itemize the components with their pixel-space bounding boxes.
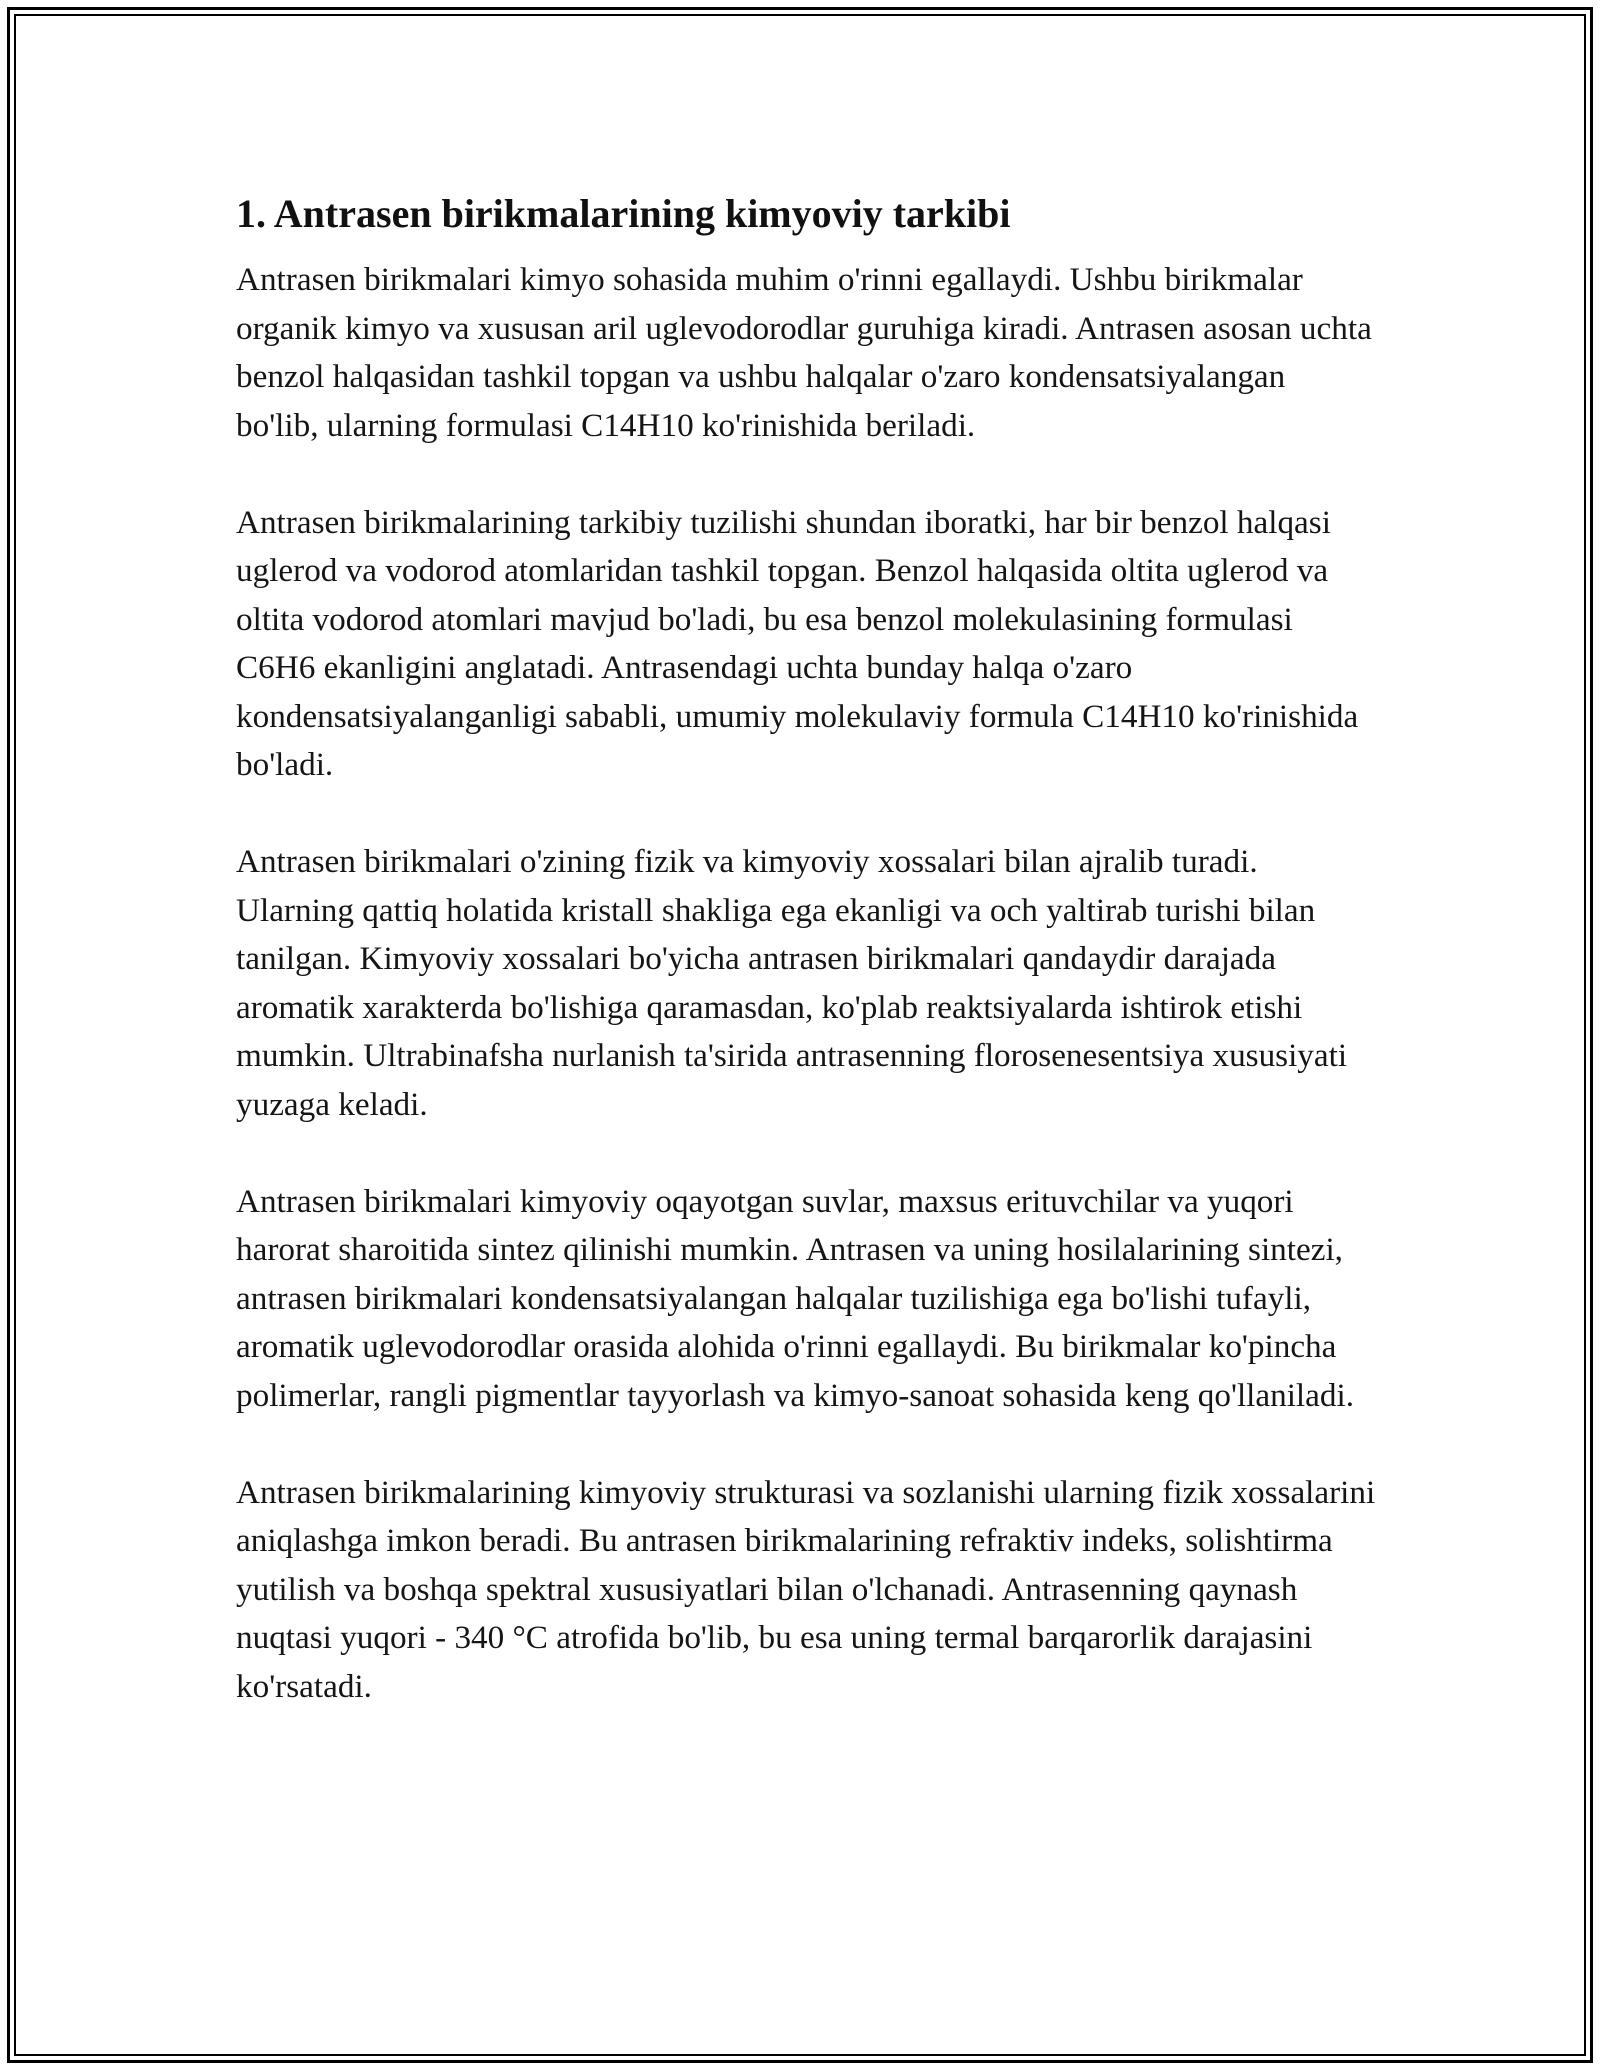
paragraph-3: Antrasen birikmalari o'zining fizik va kimyoviy xossalari bilan ajralib turadi. Ularning qattiq holatida kristall shakliga ega ekanligi va och yaltirab turishi bilan tanilgan. Kimyoviy xossalari bo'yicha antrasen birikmalari qandaydir darajada aromatik xarakterda bo'lishiga qaramasdan, ko'plab reaktsiyalarda ishtirok etishi mumkin. Ultrabinafsha nurlanish ta'sirida antrasenning florosenesentsiya xususiyati yuzaga keladi.: [236, 843, 1348, 1123]
section-heading: 1. Antrasen birikmalarining kimyoviy tarkibi: [236, 191, 1011, 236]
document-body: [236, 188, 1376, 1760]
paragraph-4: Antrasen birikmalari kimyoviy oqayotgan suvlar, maxsus erituvchilar va yuqori harorat sharoitida sintez qilinishi mumkin. Antrasen va uning hosilalarining sintezi, antrasen birikmalari kondensatsiyalangan halqalar tuzilishiga ega bo'lishi tufayli, aromatik uglevodorodlar orasida alohida o'rinni egallaydi. Bu birikmalar ko'pincha polimerlar, rangli pigmentlar tayyorlash va kimyo-sanoat sohasida keng qo'llaniladi.: [236, 1182, 1354, 1414]
paragraph-2: Antrasen birikmalarining tarkibiy tuzilishi shundan iboratki, har bir benzol halqasi uglerod va vodorod atomlaridan tashkil topgan. Benzol halqasida oltita uglerod va oltita vodorod atomlari mavjud bo'ladi, bu esa benzol molekulasining formulasi C6H6 ekanligini anglatadi. Antrasendagi uchta bunday halqa o'zaro kondensatsiyalanganligi sababli, umumiy molekulaviy formula C14H10 ko'rinishida bo'ladi.: [236, 503, 1359, 783]
paragraph-5: Antrasen birikmalarining kimyoviy strukturasi va sozlanishi ularning fizik xossalarini aniqlashga imkon beradi. Bu antrasen birikmalarining refraktiv indeks, solishtirma yutilish va boshqa spektral xususiyatlari bilan o'lchanadi. Antrasenning qaynash nuqtasi yuqori - 340 °C atrofida bo'lib, bu esa uning termal barqarorlik darajasini ko'rsatadi.: [236, 1473, 1376, 1705]
paragraph-1: Antrasen birikmalari kimyo sohasida muhim o'rinni egallaydi. Ushbu birikmalar organik kimyo va xususan aril uglevodorodlar guruhiga kiradi. Antrasen asosan uchta benzol halqasidan tashkil topgan va ushbu halqalar o'zaro kondensatsiyalangan bo'lib, ularning formulasi C14H10 ko'rinishida beriladi.: [236, 261, 1372, 444]
